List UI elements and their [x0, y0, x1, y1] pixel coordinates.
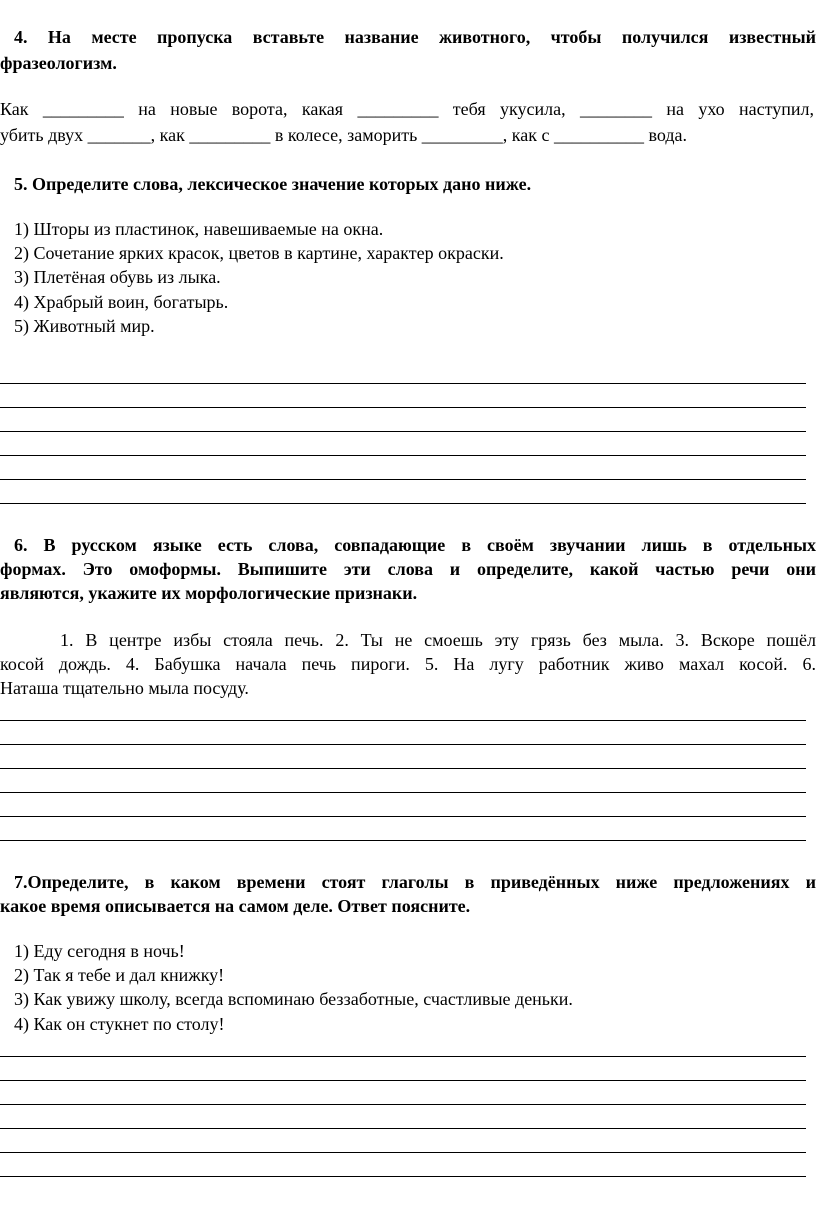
answer-line — [0, 816, 806, 817]
answer-line — [0, 1128, 806, 1129]
task6-heading-line3: являются, укажите их морфологические признаки. — [0, 583, 418, 603]
task5-item-3: 3) Плетёная обувь из лыка. — [14, 267, 221, 287]
task4-heading-line1: 4. На месте пропуска вставьте название животного, чтобы получился известный — [14, 27, 816, 47]
task7-item-3: 3) Как увижу школу, всегда вспоминаю беззаботные, счастливые деньки. — [14, 989, 573, 1009]
task4-text-line2: убить двух _______, как _________ в колесе, заморить _________, как с __________ вода. — [0, 125, 687, 145]
task6-text-line1: 1. В центре избы стояла печь. 2. Ты не смоешь эту грязь без мыла. 3. Вскоре пошёл — [60, 630, 816, 650]
answer-line — [0, 1056, 806, 1057]
answer-line — [0, 383, 806, 384]
task7-item-1: 1) Еду сегодня в ночь! — [14, 941, 185, 961]
task5-item-5: 5) Животный мир. — [14, 316, 155, 336]
answer-line — [0, 503, 806, 504]
answer-line — [0, 840, 806, 841]
task7-item-2: 2) Так я тебе и дал книжку! — [14, 965, 225, 985]
task4-heading-line2: фразеологизм. — [0, 53, 117, 73]
task6-heading-line2: формах. Это омоформы. Выпишите эти слова и определите, какой частью речи они — [0, 559, 816, 579]
answer-line — [0, 744, 806, 745]
answer-line — [0, 1176, 806, 1177]
task7-heading-line1: 7.Определите, в каком времени стоят глаголы в приведённых ниже предложениях и — [14, 872, 816, 892]
task4-text-line1: Как _________ на новые ворота, какая _________ тебя укусила, ________ на ухо наступил, — [0, 99, 814, 119]
task7-heading-line2: какое время описывается на самом деле. Ответ поясните. — [0, 896, 471, 916]
answer-line — [0, 407, 806, 408]
answer-line — [0, 1080, 806, 1081]
answer-line — [0, 768, 806, 769]
task6-heading-line1: 6. В русском языке есть слова, совпадающие в своём звучании лишь в отдельных — [14, 535, 816, 555]
answer-line — [0, 1152, 806, 1153]
task5-heading: 5. Определите слова, лексическое значение которых дано ниже. — [14, 174, 532, 194]
answer-line — [0, 431, 806, 432]
answer-line — [0, 479, 806, 480]
task5-item-1: 1) Шторы из пластинок, навешиваемые на окна. — [14, 219, 384, 239]
task6-text-line2: косой дождь. 4. Бабушка начала печь пироги. 5. На лугу работник живо махал косой. 6. — [0, 654, 816, 674]
answer-line — [0, 455, 806, 456]
answer-line — [0, 792, 806, 793]
task6-text-line3: Наташа тщательно мыла посуду. — [0, 678, 249, 698]
task5-item-2: 2) Сочетание ярких красок, цветов в картине, характер окраски. — [14, 243, 504, 263]
answer-line — [0, 720, 806, 721]
task7-item-4: 4) Как он стукнет по столу! — [14, 1014, 225, 1034]
answer-line — [0, 1104, 806, 1105]
task5-item-4: 4) Храбрый воин, богатырь. — [14, 292, 229, 312]
